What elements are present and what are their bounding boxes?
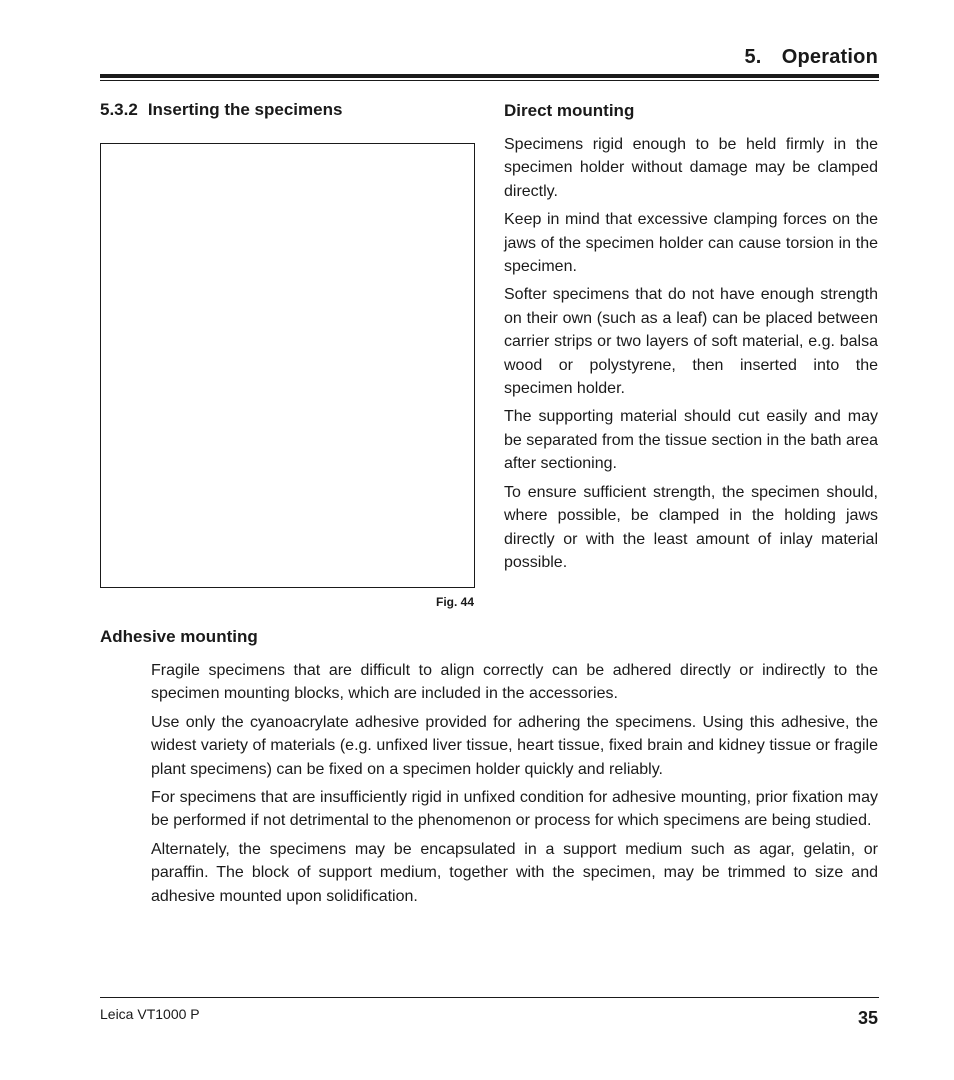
direct-mounting-column (504, 100, 878, 579)
adhesive-mounting-paragraph: Alternately, the specimens may be encapsulated in a support medium such as agar, gelatin, or paraffin. The block of support medium, together with the specimen, may be trimmed to size and adhesive mounted upon solidification. (151, 840, 878, 905)
direct-mounting-paragraph: To ensure sufficient strength, the specimen should, where possible, be clamped in the holding jaws directly or with the least amount of inlay material possible. (504, 483, 878, 571)
adhesive-mounting-heading: Adhesive mounting (100, 627, 258, 646)
adhesive-mounting-paragraph: Use only the cyanoacrylate adhesive provided for adhering the specimens. Using this adhesive, the widest variety of materials (e.g. unfixed liver tissue, heart tissue, fixed brain and kidney tissue or fragile plant specimens) can be fixed on a specimen holder quickly and reliably. (151, 713, 878, 778)
footer-rule (100, 997, 879, 998)
direct-mounting-paragraph: Keep in mind that excessive clamping forces on the jaws of the specimen holder can cause torsion in the specimen. (504, 211, 878, 276)
adhesive-mounting-paragraph: For specimens that are insufficiently rigid in unfixed condition for adhesive mounting, prior fixation may be performed if not detrimental to the phenomenon or process for which specimens are being studied. (151, 789, 878, 830)
direct-mounting-heading: Direct mounting (504, 101, 635, 120)
adhesive-mounting-paragraph: Fragile specimens that are difficult to align correctly can be adhered directly or indirectly to the specimen mounting blocks, which are included in the accessories. (151, 662, 878, 703)
direct-mounting-paragraph: Specimens rigid enough to be held firmly in the specimen holder without damage may be clamped directly. (504, 136, 878, 200)
footer-product-name: Leica VT1000 P (100, 1006, 200, 1022)
header-rule-thin (100, 80, 879, 81)
figure-caption: Fig. 44 (435, 595, 474, 609)
direct-mounting-paragraph: Softer specimens that do not have enough strength on their own (such as a leaf) can be placed between carrier strips or two layers of soft material, e.g. balsa wood or polystyrene, then inserted into the specimen holder. (504, 286, 878, 398)
chapter-title: 5. Operation (744, 46, 878, 68)
page-number: 35 (857, 1008, 878, 1028)
section-number: 5.3.2 (100, 100, 138, 119)
section-title: Inserting the specimens (147, 100, 343, 119)
direct-mounting-paragraph: The supporting material should cut easily and may be separated from the tissue section in the bath area after sectioning. (504, 408, 878, 473)
header-rule-thick (100, 74, 879, 78)
adhesive-mounting-body (151, 659, 878, 913)
figure-44-frame (100, 143, 475, 588)
section-heading (100, 100, 342, 120)
